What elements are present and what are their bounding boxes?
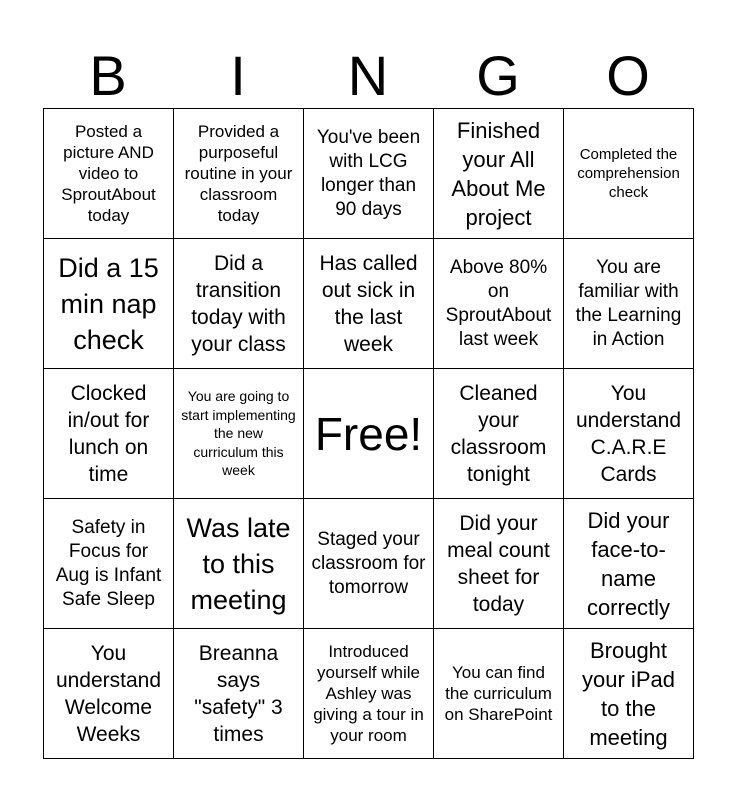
square-text: You are familiar with the Learning in Action — [575, 256, 682, 350]
bingo-header — [43, 44, 693, 108]
bingo-square[interactable] — [434, 239, 564, 369]
square-text: Breanna says "safety" 3 times — [194, 641, 283, 746]
square-text: Above 80% on SproutAbout last week — [445, 256, 552, 350]
square-text: Was late to this meeting — [186, 512, 291, 615]
square-text: Did a 15 min nap check — [58, 252, 159, 355]
square-text: Provided a purposeful routine in your classroom today — [184, 122, 293, 225]
bingo-square[interactable] — [174, 499, 304, 629]
free-square-text: Free! — [314, 407, 423, 460]
square-text: Completed the comprehension check — [577, 146, 680, 201]
free-square[interactable] — [304, 369, 434, 499]
square-text: You understand C.A.R.E Cards — [575, 381, 682, 486]
bingo-square[interactable] — [44, 369, 174, 499]
bingo-square[interactable] — [564, 499, 694, 629]
bingo-square[interactable] — [434, 629, 564, 759]
header-letter-b: B — [89, 44, 127, 107]
square-text: Staged your classroom for tomorrow — [311, 528, 426, 598]
square-text: Did a transition today with your class — [191, 251, 286, 356]
bingo-square[interactable] — [174, 109, 304, 239]
header-letter-g: G — [476, 44, 520, 107]
square-text: You understand Welcome Weeks — [55, 641, 162, 746]
bingo-square[interactable] — [304, 629, 434, 759]
bingo-square[interactable] — [304, 239, 434, 369]
bingo-row — [44, 499, 694, 629]
square-text: Posted a picture AND video to SproutAbout today — [61, 122, 156, 225]
bingo-row — [44, 369, 694, 499]
square-text: Did your face-to-name correctly — [586, 507, 671, 620]
header-letter-i: I — [230, 44, 246, 107]
bingo-square[interactable] — [304, 499, 434, 629]
header-letter-o: O — [606, 44, 650, 107]
bingo-square[interactable] — [174, 369, 304, 499]
square-text: Did your meal count sheet for today — [447, 511, 550, 616]
bingo-square[interactable] — [564, 369, 694, 499]
bingo-square[interactable] — [44, 239, 174, 369]
square-text: Cleaned your classroom tonight — [450, 381, 547, 486]
bingo-row — [44, 109, 694, 239]
header-letter-n: N — [347, 44, 389, 107]
bingo-square[interactable] — [434, 109, 564, 239]
bingo-square[interactable] — [564, 629, 694, 759]
square-text: You've been with LCG longer than 90 days — [316, 126, 421, 220]
bingo-square[interactable] — [44, 499, 174, 629]
bingo-square[interactable] — [434, 369, 564, 499]
square-text: You can find the curriculum on SharePoint — [444, 663, 553, 724]
square-text: Has called out sick in the last week — [319, 251, 418, 356]
bingo-square[interactable] — [304, 109, 434, 239]
square-text: Safety in Focus for Aug is Infant Safe Sleep — [55, 516, 162, 610]
bingo-card-grid — [43, 108, 694, 759]
square-text: Introduced yourself while Ashley was giving a tour in your room — [313, 642, 424, 745]
square-text: Finished your All About Me project — [451, 117, 546, 230]
bingo-row — [44, 239, 694, 369]
bingo-square[interactable] — [44, 629, 174, 759]
bingo-square[interactable] — [174, 629, 304, 759]
square-text: Clocked in/out for lunch on time — [67, 381, 150, 486]
bingo-square[interactable] — [434, 499, 564, 629]
bingo-square[interactable] — [44, 109, 174, 239]
bingo-square[interactable] — [564, 109, 694, 239]
square-text: You are going to start implementing the new curriculum this week — [181, 388, 296, 479]
square-text: Brought your iPad to the meeting — [582, 637, 675, 750]
bingo-square[interactable] — [564, 239, 694, 369]
bingo-square[interactable] — [174, 239, 304, 369]
bingo-row — [44, 629, 694, 759]
